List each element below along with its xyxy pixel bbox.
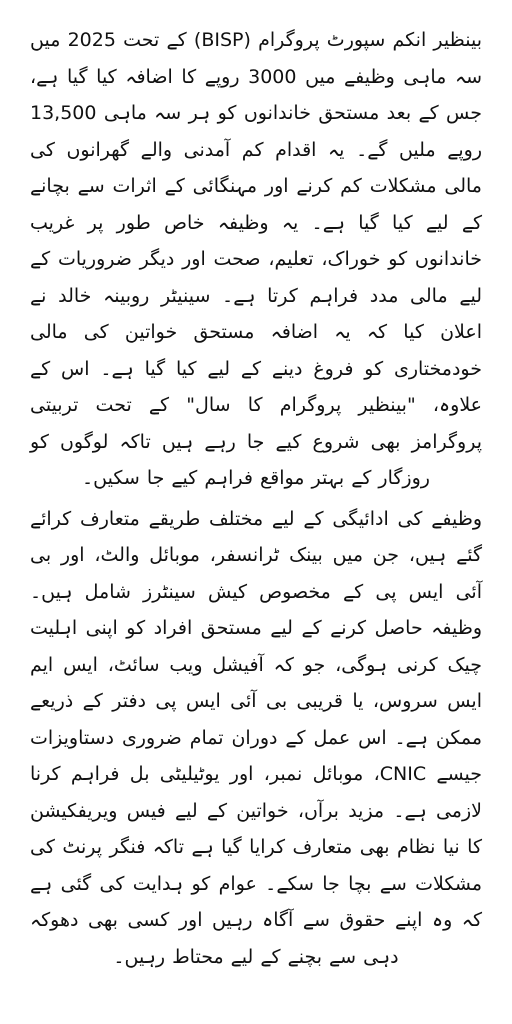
article-paragraph-2: وظیفے کی ادائیگی کے لیے مختلف طریقے متعارف کرائے گئے ہیں، جن میں بینک ٹرانسفر، موبائل والٹ، اور بی آئی ایس پی کے مخصوص کیش سینٹرز شامل ہیں۔ وظیفہ حاصل کرنے کے لیے مستحق افراد کو اپنی اہلیت چیک کرنی ہوگی، جو کہ آفیشل ویب سائٹ، ایس ایم ایس سروس، یا قریبی بی آئی ایس پی دفتر کے ذریعے ممکن ہے۔ اس عمل کے دوران تمام ضروری دستاویزات جیسے CNIC، موبائل نمبر، اور یوٹیلیٹی بل فراہم کرنا لازمی ہے۔ مزید برآں، خواتین کے لیے فیس ویریفکیشن کا نیا نظام بھی متعارف کرایا گیا ہے تاکہ فنگر پرنٹ کی مشکلات سے بچا جا سکے۔ عوام کو ہدایت کی گئی ہے کہ وہ اپنے حقوق سے آگاہ رہیں اور کسی بھی دھوکہ دہی سے بچنے کے لیے محتاط رہیں۔ [30, 507, 482, 968]
article-paragraph-1: بینظیر انکم سپورٹ پروگرام (BISP) کے تحت 2025 میں سہ ماہی وظیفے میں 3000 روپے کا اضافہ کیا گیا ہے، جس کے بعد مستحق خاندانوں کو ہر سہ ماہی 13,500 روپے ملیں گے۔ یہ اقدام کم آمدنی والے گھرانوں کی مالی مشکلات کم کرنے اور مہنگائی کے اثرات سے بچانے کے لیے کیا گیا ہے۔ یہ وظیفہ خاص طور پر غریب خاندانوں کو خوراک، تعلیم، صحت اور دیگر ضروریات کے لیے مالی مدد فراہم کرتا ہے۔ سینیٹر روبینہ خالد نے اعلان کیا کہ یہ اضافہ مستحق خواتین کی مالی خودمختاری کو فروغ دینے کے لیے کیا گیا ہے۔ اس کے علاوہ، "بینظیر پروگرام کا سال" کے تحت تربیتی پروگرامز بھی شروع کیے جا رہے ہیں تاکہ لوگوں کو روزگار کے بہتر مواقع فراہم کیے جا سکیں۔ [30, 29, 482, 489]
